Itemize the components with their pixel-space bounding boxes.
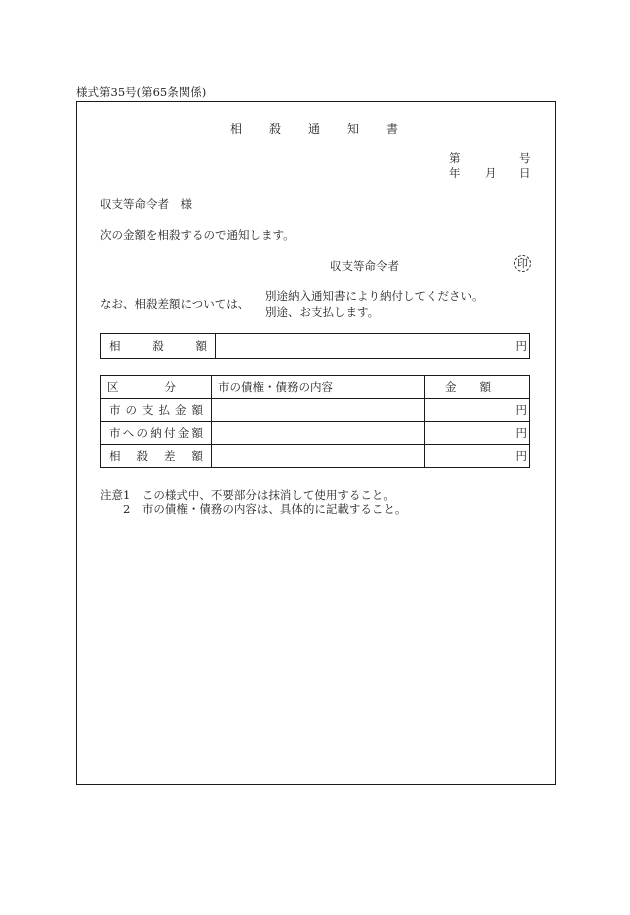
offset-amount-value: 円: [216, 334, 530, 359]
form-number-label: 様式第35号(第65条関係): [76, 85, 207, 99]
date-day: 日: [519, 166, 531, 180]
row-content: [212, 445, 425, 468]
row-content: [212, 422, 425, 445]
difference-option-payment: 別途、お支払します。: [265, 305, 380, 319]
header-amount: 金 額: [425, 376, 530, 399]
row-amount: 円: [425, 445, 530, 468]
number-suffix: 号: [519, 151, 531, 165]
table-row: [101, 422, 530, 445]
table-header-row: [101, 376, 530, 399]
row-amount: 円: [425, 399, 530, 422]
offset-amount-label: 相 殺 額: [101, 334, 216, 359]
document-title: 相 殺 通 知 書: [230, 122, 400, 136]
header-category: 区 分: [101, 376, 212, 399]
difference-note-lead: なお、相殺差額については、: [100, 297, 250, 311]
note-1: 注意1 この様式中、不要部分は抹消して使用すること。: [100, 488, 395, 502]
sender-name: 収支等命令者: [330, 259, 399, 273]
addressee: 収支等命令者 様: [100, 197, 192, 211]
table-row: [101, 334, 530, 359]
notice-body-text: 次の金額を相殺するので通知します。: [100, 228, 295, 242]
date-year: 年: [449, 166, 461, 180]
date-month: 月: [485, 166, 497, 180]
note-2: 2 市の債権・債務の内容は、具体的に記載すること。: [100, 502, 407, 516]
row-amount: 円: [425, 422, 530, 445]
number-prefix: 第: [449, 151, 461, 165]
row-label: 市の支払金額: [101, 399, 212, 422]
detail-table: [100, 375, 530, 468]
offset-amount-table: [100, 333, 530, 359]
row-content: [212, 399, 425, 422]
row-label: 市への納付金額: [101, 422, 212, 445]
row-label: 相 殺 差 額: [101, 445, 212, 468]
table-row: [101, 399, 530, 422]
table-row: [101, 445, 530, 468]
seal-mark: 印: [517, 257, 528, 270]
header-content: 市の債権・債務の内容: [212, 376, 425, 399]
difference-option-invoice: 別途納入通知書により納付してください。: [265, 289, 484, 303]
